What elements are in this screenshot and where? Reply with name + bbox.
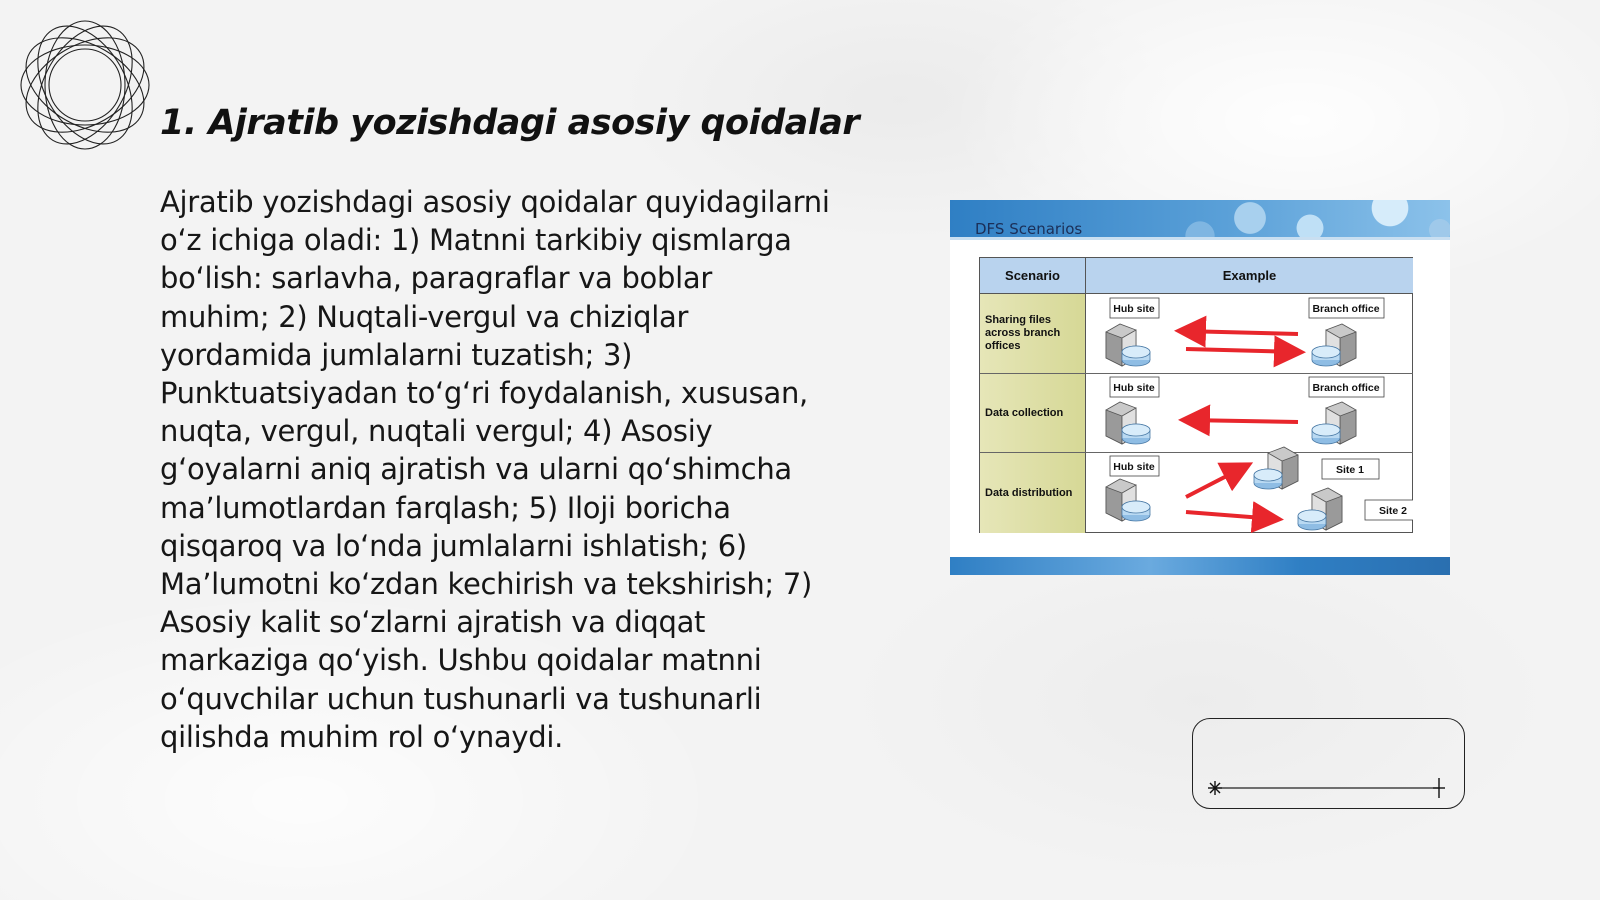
concentric-rings-logo: [10, 10, 160, 160]
label-site-1: Site 1: [1335, 464, 1365, 476]
column-header-scenario: Scenario: [980, 258, 1086, 294]
column-header-example: Example: [1086, 258, 1413, 294]
label-site-2: Site 2: [1378, 505, 1408, 517]
dfs-scenarios-figure: [950, 200, 1450, 575]
label-hub-site: Hub site: [1113, 382, 1155, 394]
figure-title: DFS Scenarios: [975, 220, 1083, 238]
server-cube-icon: [1298, 488, 1342, 530]
server-cube-icon: [1106, 402, 1150, 444]
figure-footer-bar: [950, 557, 1450, 575]
scenario-cell-collection: Data collection: [980, 374, 1086, 453]
decorative-timeline-box: [1192, 718, 1465, 809]
server-cube-icon: [1312, 402, 1356, 444]
label-hub-site: Hub site: [1113, 461, 1155, 473]
row-collection-example: [1106, 377, 1384, 444]
slide-body-text: Ajratib yozishdagi asosiy qoidalar quyidagilarni o‘z ichiga oladi: 1) Matnni tarkibiy qismlarga bo‘lish: sarlavha, paragraflar va boblar muhim; 2) Nuqtali-vergul va chiziqlar yordamida jumlalarni tuzatish; 3) Punktuatsiyadan to‘g‘ri foydalanish, xususan, nuqta, vergul, nuqtali vergul; 4) Asosiy g‘oyalarni aniq ajratish va ularni qo‘shimcha ma’lumotlardan farqlash; 5) Iloji boricha qisqaroq va lo‘nda jumlalarni ishlatish; 6) Ma’lumotni ko‘zdan kechirish va tekshirish; 7) Asosiy kalit so‘zlarni ajratish va diqqat markaziga qo‘yish. Ushbu qoidalar matnni o‘quvchilar uchun tushunarli va tushunarli qilishda muhim rol o‘ynaydi.: [160, 185, 830, 754]
crosshair-icon: [1433, 778, 1445, 798]
label-branch-office: Branch office: [1312, 382, 1380, 394]
label-hub-site: Hub site: [1113, 303, 1155, 315]
scenario-cell-distribution: Data distribution: [980, 453, 1086, 533]
sparkle-icon: [1208, 781, 1222, 795]
server-cube-icon: [1254, 447, 1298, 489]
label-branch-office: Branch office: [1312, 303, 1380, 315]
server-cube-icon: [1106, 324, 1150, 366]
slide-title: 1. Ajratib yozishdagi asosiy qoidalar: [160, 103, 860, 143]
row-distribution-example: [1106, 447, 1413, 530]
row-sharing-example: [1106, 298, 1384, 366]
scenario-table: [979, 257, 1413, 533]
server-cube-icon: [1312, 324, 1356, 366]
scenario-cell-sharing: Sharing files across branch offices: [980, 294, 1086, 373]
server-cube-icon: [1106, 479, 1150, 521]
example-diagrams: [1086, 294, 1413, 533]
